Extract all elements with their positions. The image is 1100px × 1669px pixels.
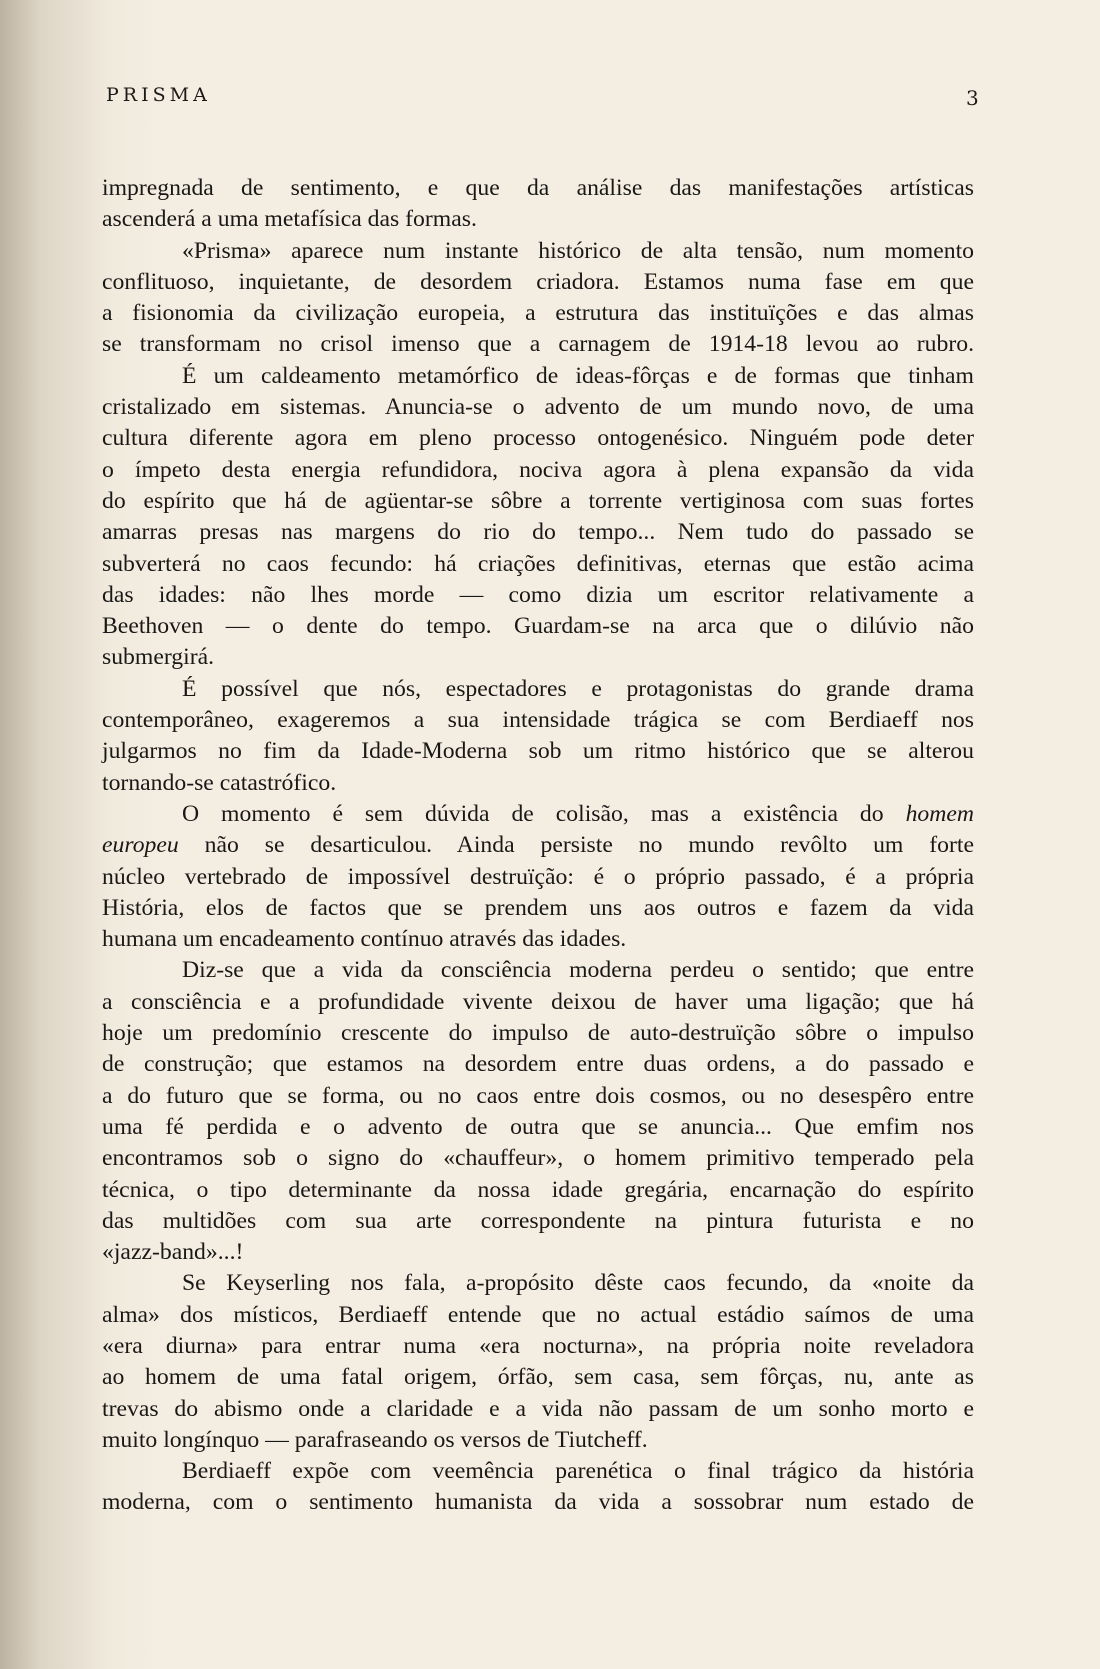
text-segment: não se desarticulou. Ainda persiste no mundo revôlto um forte bbox=[178, 832, 974, 859]
text-line: amarras presas nas margens do rio do tempo... Nem tudo do passado se bbox=[102, 519, 974, 546]
text-line: das idades: não lhes morde — como dizia um escritor relativamente a bbox=[102, 581, 974, 608]
text-line: a fisionomia da civilização europeia, a estrutura das instituïções e das almas bbox=[102, 300, 974, 327]
text-line: É possível que nós, espectadores e protagonistas do grande drama bbox=[182, 675, 974, 702]
text-line: cultura diferente agora em pleno processo ontogenésico. Ninguém pode deter bbox=[102, 425, 974, 452]
text-line: do espírito que há de agüentar-se sôbre a torrente vertiginosa com suas fortes bbox=[102, 487, 974, 514]
text-line: ascenderá a uma metafísica das formas. bbox=[102, 206, 477, 233]
text-line: É um caldeamento metamórfico de ideas-fôrças e de formas que tinham bbox=[182, 362, 974, 389]
text-line: Diz-se que a vida da consciência moderna perdeu o sentido; que entre bbox=[182, 957, 974, 984]
text-line: ao homem de uma fatal origem, órfão, sem casa, sem fôrças, nu, ante as bbox=[102, 1364, 974, 1391]
italic-term: europeu bbox=[102, 832, 179, 859]
text-line: cristalizado em sistemas. Anuncia-se o advento de um mundo novo, de uma bbox=[102, 394, 974, 421]
text-line: núcleo vertebrado de impossível destruïção: é o próprio passado, é a própria bbox=[102, 863, 974, 890]
text-line: Beethoven — o dente do tempo. Guardam-se na arca que o dilúvio não bbox=[102, 613, 974, 640]
text-line: de construção; que estamos na desordem entre duas ordens, a do passado e bbox=[102, 1051, 974, 1078]
text-line: impregnada de sentimento, e que da análise das manifestações artísticas bbox=[102, 175, 974, 201]
text-line: alma» dos místicos, Berdiaeff entende que no actual estádio saímos de uma bbox=[102, 1301, 974, 1328]
text-line: julgarmos no fim da Idade-Moderna sob um ritmo histórico que se alterou bbox=[102, 738, 974, 765]
text-line: Berdiaeff expõe com veemência parenética o final trágico da história bbox=[182, 1458, 974, 1485]
text-line: submergirá. bbox=[102, 644, 215, 671]
text-line: conflituoso, inquietante, de desordem criadora. Estamos numa fase em que bbox=[102, 268, 974, 295]
text-line: muito longínquo — parafraseando os versos de Tiutcheff. bbox=[102, 1426, 648, 1453]
text-line bbox=[102, 799, 974, 830]
text-line: contemporâneo, exageremos a sua intensidade trágica se com Berdiaeff nos bbox=[102, 707, 974, 734]
text-line: a consciência e a profundidade vivente deixou de haver uma ligação; que há bbox=[102, 988, 974, 1015]
text-line: subverterá no caos fecundo: há criações definitivas, eternas que estão acima bbox=[102, 550, 974, 577]
text-line: Se Keyserling nos fala, a-propósito dêste caos fecundo, da «noite da bbox=[182, 1270, 974, 1297]
text-line: moderna, com o sentimento humanista da vida a sossobrar num estado de bbox=[102, 1489, 974, 1516]
italic-term: homem bbox=[905, 800, 974, 827]
text-line: das multidões com sua arte correspondente na pintura futurista e no bbox=[102, 1207, 974, 1234]
text-segment: O momento é sem dúvida de colisão, mas a existência do bbox=[182, 800, 906, 827]
text-line: técnica, o tipo determinante da nossa idade gregária, encarnação do espírito bbox=[102, 1176, 974, 1203]
running-title: PRISMA bbox=[106, 84, 211, 106]
text-line: humana um encadeamento contínuo através das idades. bbox=[102, 926, 627, 953]
text-line: hoje um predomínio crescente do impulso de auto-destruïção sôbre o impulso bbox=[102, 1020, 974, 1047]
text-line: o ímpeto desta energia refundidora, nociva agora à plena expansão da vida bbox=[102, 456, 974, 483]
text-line: uma fé perdida e o advento de outra que se anuncia... Que emfim nos bbox=[102, 1113, 974, 1140]
text-line: tornando-se catastrófico. bbox=[102, 769, 337, 796]
text-line: «jazz-band»...! bbox=[102, 1239, 244, 1266]
text-line bbox=[102, 830, 974, 861]
text-line: se transformam no crisol imenso que a carnagem de 1914-18 levou ao rubro. bbox=[102, 331, 974, 358]
text-line: «era diurna» para entrar numa «era nocturna», na própria noite reveladora bbox=[102, 1332, 974, 1359]
body-text bbox=[102, 173, 974, 1519]
text-line: «Prisma» aparece num instante histórico de alta tensão, num momento bbox=[182, 237, 974, 264]
text-line: encontramos sob o signo do «chauffeur», o homem primitivo temperado pela bbox=[102, 1145, 974, 1172]
text-line: trevas do abismo onde a claridade e a vida não passam de um sonho morto e bbox=[102, 1395, 974, 1422]
text-line: História, elos de factos que se prendem uns aos outros e fazem da vida bbox=[102, 894, 974, 921]
page-number: 3 bbox=[966, 86, 979, 110]
text-line: a do futuro que se forma, ou no caos entre dois cosmos, ou no desespêro entre bbox=[102, 1082, 974, 1109]
